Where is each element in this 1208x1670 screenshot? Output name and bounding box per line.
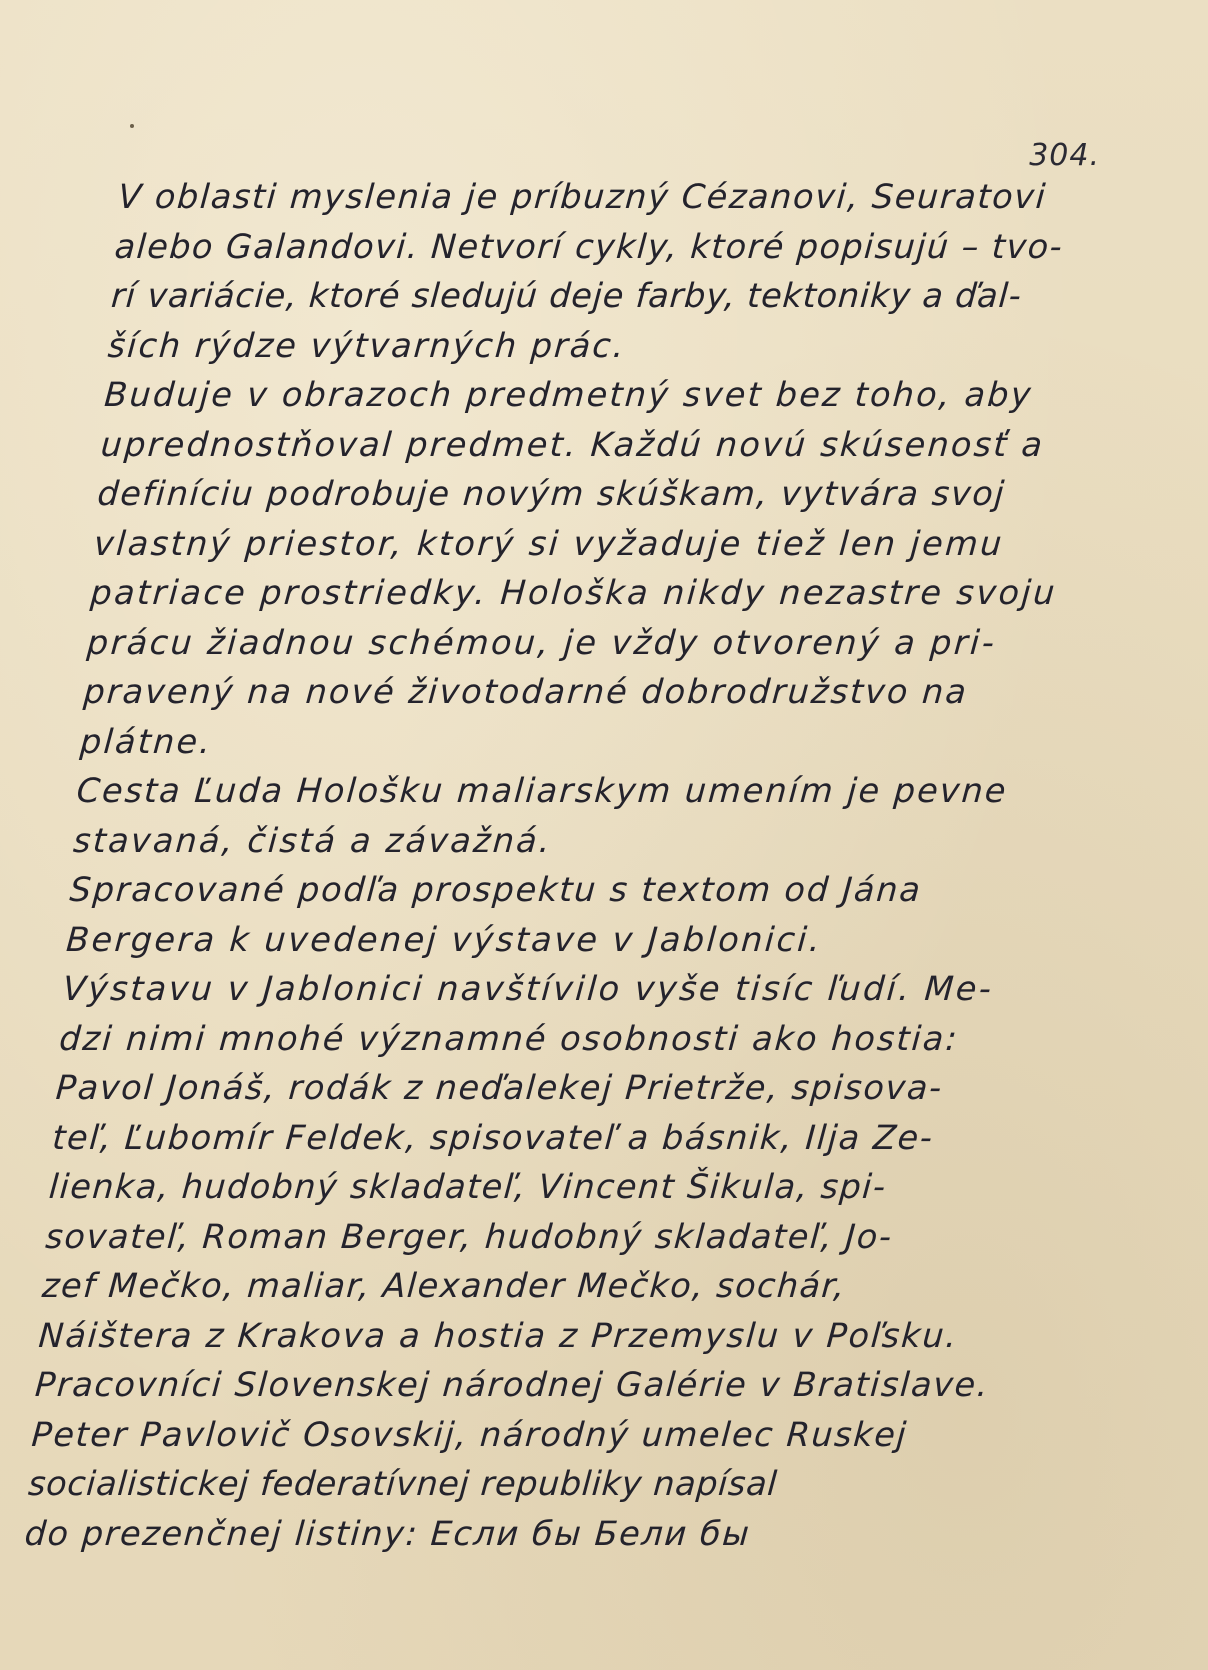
text-line: Peter Pavlovič Osovskij, národný umelec Ruskej bbox=[30, 1414, 909, 1454]
text-line: alebo Galandovi. Netvorí cykly, ktoré popisujú – tvo- bbox=[113, 226, 1065, 266]
ink-speck bbox=[130, 124, 134, 128]
text-line: Náištera z Krakova a hostia z Przemyslu v Poľsku. bbox=[37, 1315, 960, 1355]
text-line: dzi nimi mnohé významné osobnosti ako hostia: bbox=[58, 1018, 961, 1058]
text-line: plátne. bbox=[78, 721, 214, 761]
text-line: pravený na nové životodarné dobrodružstvo na bbox=[82, 672, 970, 711]
text-line: patriace prostriedky. Hološka nikdy nezastre svoju bbox=[89, 573, 1059, 612]
text-line: definíciu podrobuje novým skúškam, vytvára svoj bbox=[96, 474, 1007, 513]
text-line: Pavol Jonáš, rodák z neďalekej Prietrže, spisova- bbox=[54, 1068, 945, 1107]
text-line: zef Mečko, maliar, Alexander Mečko, sochár, bbox=[40, 1266, 848, 1305]
text-line: lienka, hudobný skladateľ, Vincent Šikula, spi- bbox=[47, 1167, 888, 1206]
page-number: 304. bbox=[1029, 138, 1100, 173]
text-line: V oblasti myslenia je príbuzný Cézanovi, Seuratovi bbox=[116, 177, 1049, 216]
text-line: prácu žiadnou schémou, je vždy otvorený a pri- bbox=[85, 622, 998, 662]
text-line: Výstavu v Jablonici navštívilo vyše tisíc ľudí. Me- bbox=[61, 969, 995, 1008]
text-line: do prezenčnej listiny: Если бы Бели бы bbox=[23, 1513, 752, 1553]
text-line: uprednostňoval predmet. Každú novú skúsenosť a bbox=[99, 424, 1046, 464]
text-line: sovateľ, Roman Berger, hudobný skladateľ, Jo- bbox=[44, 1216, 895, 1256]
text-line: stavaná, čistá a závažná. bbox=[71, 820, 554, 860]
text-line: teľ, Ľubomír Feldek, spisovateľ a básnik, Ilja Ze- bbox=[51, 1117, 936, 1157]
text-line: Bergera k uvedenej výstave v Jablonici. bbox=[65, 919, 824, 959]
text-line: Cesta Ľuda Hološku maliarskym umením je pevne bbox=[75, 771, 1009, 810]
text-line: vlastný priestor, ktorý si vyžaduje tiež len jemu bbox=[92, 523, 1006, 563]
handwritten-text-block bbox=[23, 172, 1088, 1558]
text-line: ších rýdze výtvarných prác. bbox=[106, 325, 627, 365]
text-line: rí variácie, ktoré sledujú deje farby, tektoniky a ďal- bbox=[110, 276, 1024, 315]
text-line: Spracované podľa prospektu s textom od Jána bbox=[68, 870, 924, 909]
text-line: socialistickej federatívnej republiky napísal bbox=[26, 1464, 779, 1503]
text-line: Buduje v obrazoch predmetný svet bez toho, aby bbox=[103, 375, 1035, 414]
text-line: Pracovníci Slovenskej národnej Galérie v Bratislave. bbox=[33, 1365, 991, 1404]
